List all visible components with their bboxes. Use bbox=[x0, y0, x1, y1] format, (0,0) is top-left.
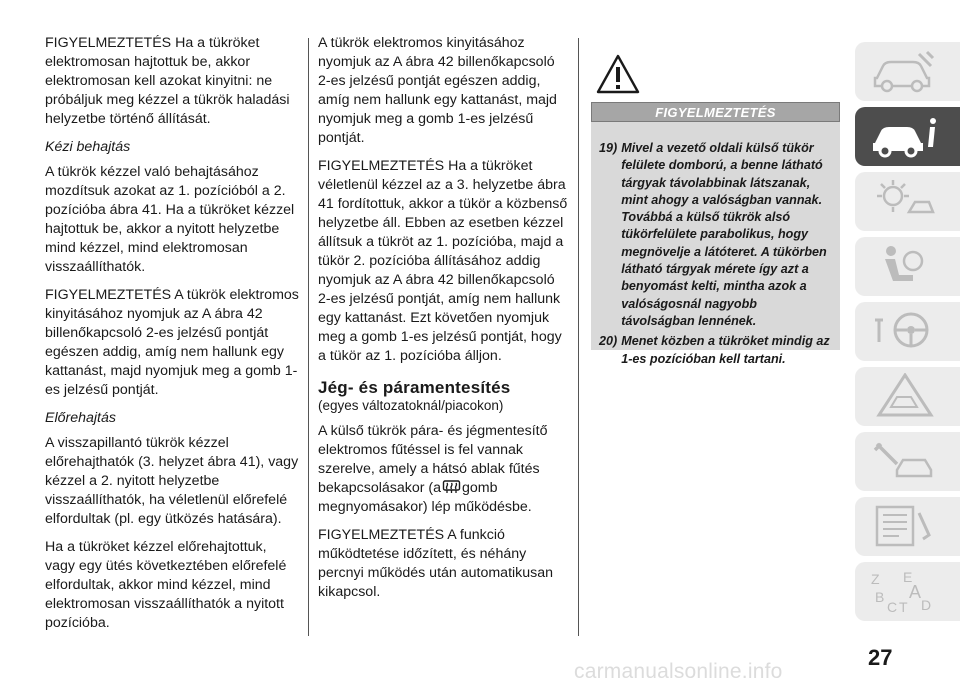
svg-text:T: T bbox=[899, 599, 908, 614]
svg-text:B: B bbox=[875, 589, 885, 605]
wrench-car-icon bbox=[869, 438, 941, 484]
subheading: Kézi behajtás bbox=[45, 139, 131, 155]
paragraph: FIGYELMEZTETÉS Ha a tükröket elektromosan hajtottuk be, akkor elektromosan kell azokat kinyitni: ne próbáljuk meg kézzel a tükrök haladási helyzetbe történő állítását. bbox=[45, 35, 290, 127]
tab-knowing-the-car[interactable] bbox=[855, 107, 960, 166]
tab-safety[interactable] bbox=[855, 237, 960, 296]
specifications-list-icon bbox=[869, 503, 941, 549]
paragraph bbox=[318, 422, 570, 517]
rear-window-defrost-icon bbox=[442, 479, 461, 494]
tab-technical-data[interactable] bbox=[855, 497, 960, 556]
steering-wheel-icon bbox=[869, 308, 941, 354]
car-info-icon bbox=[869, 113, 941, 159]
paragraph: FIGYELMEZTETÉS Ha a tükröket véletlenül kézzel az a 3. helyzetbe ábra 41 fordítottuk, akkor a tükör a közbenső helyzetbe áll. Ebben az esetben kézzel állítsuk a tükröt az 1. pozícióba, majd a tükör 2. pozícióba állításához addig nyomjuk az A ábra 42 billenőkapcsoló 2-es jelzésű pontját, amíg nem hallunk egy kattanást. Ezt követően nyomjuk meg a gomb 1-es jelzésű pontját, hogy a tükör az 1. pozícióba álljon. bbox=[318, 158, 568, 364]
subheading: Előrehajtás bbox=[45, 410, 116, 426]
paragraph-text: gomb megnyomásakor) lép működésbe. bbox=[318, 480, 532, 515]
column-divider bbox=[578, 38, 579, 636]
tab-warning-lights[interactable] bbox=[855, 172, 960, 231]
svg-text:C: C bbox=[887, 599, 898, 614]
paragraph: A visszapillantó tükrök kézzel előrehajthatók (3. helyzet ábra 41), vagy kézzel a 2. nyitott helyzetbe visszaállíthatók, ha véletlenül előrefelé elfordultak (pl. egy ütközés hatására). bbox=[45, 435, 299, 527]
chapter-tabs bbox=[855, 42, 960, 627]
paragraph: Ha a tükröket kézzel előrehajtottuk, vagy egy ütés következtében előrefelé elfordultak, akkor mind kézzel, mind elektromosan visszaállíthatók a nyitott pozícióba. bbox=[45, 539, 287, 631]
tab-car-overview[interactable] bbox=[855, 42, 960, 101]
svg-text:A: A bbox=[909, 582, 922, 602]
section-heading: Jég- és páramentesítés bbox=[318, 378, 511, 397]
warning-item bbox=[599, 333, 832, 368]
svg-text:E: E bbox=[903, 569, 913, 585]
svg-text:D: D bbox=[921, 597, 932, 613]
paragraph-text: A külső tükrök pára- és jégmentesítő elektromos fűtéssel is fel vannak szerelve, amely a hátsó ablak fűtés bekapcsolásakor (a bbox=[318, 423, 548, 496]
paragraph: FIGYELMEZTETÉS A tükrök elektromos kinyitásához nyomjuk az A ábra 42 billenőkapcsoló 2-es jelzésű pontját egészen addig, amíg nem hallunk egy kattanást, majd nyomjuk meg a gomb 1-es jelzésű pontját. bbox=[45, 287, 299, 398]
warning-item-number: 20) bbox=[599, 334, 618, 349]
paragraph: A tükrök elektromos kinyitásához nyomjuk az A ábra 42 billenőkapcsoló 2-es jelzésű pontját egészen addig, amíg nem hallunk egy kattanást, majd nyomjuk meg a gomb 1-es jelzésű pontját. bbox=[318, 35, 557, 146]
tab-maintenance[interactable] bbox=[855, 432, 960, 491]
warning-item-number: 19) bbox=[599, 141, 618, 155]
warning-title: FIGYELMEZTETÉS bbox=[591, 102, 840, 122]
page-number: 27 bbox=[868, 645, 893, 670]
warning-exclamation-icon bbox=[596, 54, 640, 94]
tab-index[interactable] bbox=[855, 562, 960, 621]
warning-item-text: Mivel a vezető oldali külső tükör felülete domború, a benne látható tárgyak távolabbinak látszanak, mint ahogy a valóságban vannak. Továbbá a külső tükrök alsó tükörfelülete parabolikus, hogy megnövelje a látóteret. A tükörben látható tárgyak mérete így azt a benyomást kelti, mintha azok a valóságosnál nagyobb távolságban lennének. bbox=[621, 141, 827, 328]
car-wrench-icon bbox=[869, 48, 941, 94]
airbag-seat-icon bbox=[869, 243, 941, 289]
warning-item-text: Menet közben a tükröket mindig az 1-es pozícióban kell tartani. bbox=[621, 334, 830, 366]
alphabetical-index-icon bbox=[869, 568, 941, 614]
warning-item bbox=[599, 140, 832, 330]
tab-emergency[interactable] bbox=[855, 367, 960, 426]
paragraph: FIGYELMEZTETÉS A funkció működtetése időzített, és néhány percnyi működés után automatikusan kikapcsol. bbox=[318, 527, 554, 600]
column-divider bbox=[308, 38, 309, 636]
text-column-2 bbox=[318, 34, 570, 611]
paragraph: A tükrök kézzel való behajtásához mozdítsuk azokat az 1. pozícióból a 2. pozícióba ábra 41. Ha a tükröket kézzel hajtottuk be, akkor a nyitott helyzetbe mind kézzel, mind elektromosan visszaállíthatók. bbox=[45, 164, 295, 275]
section-subheading: (egyes változatoknál/piacokon) bbox=[318, 398, 504, 413]
warning-lights-icon bbox=[869, 178, 941, 224]
tab-starting-driving[interactable] bbox=[855, 302, 960, 361]
warning-content bbox=[591, 122, 840, 366]
text-column-1 bbox=[45, 34, 300, 642]
svg-text:Z: Z bbox=[871, 571, 880, 587]
warning-box bbox=[591, 54, 840, 366]
warning-triangle-car-icon bbox=[869, 373, 941, 419]
watermark: carmanualsonline.info bbox=[574, 660, 783, 683]
